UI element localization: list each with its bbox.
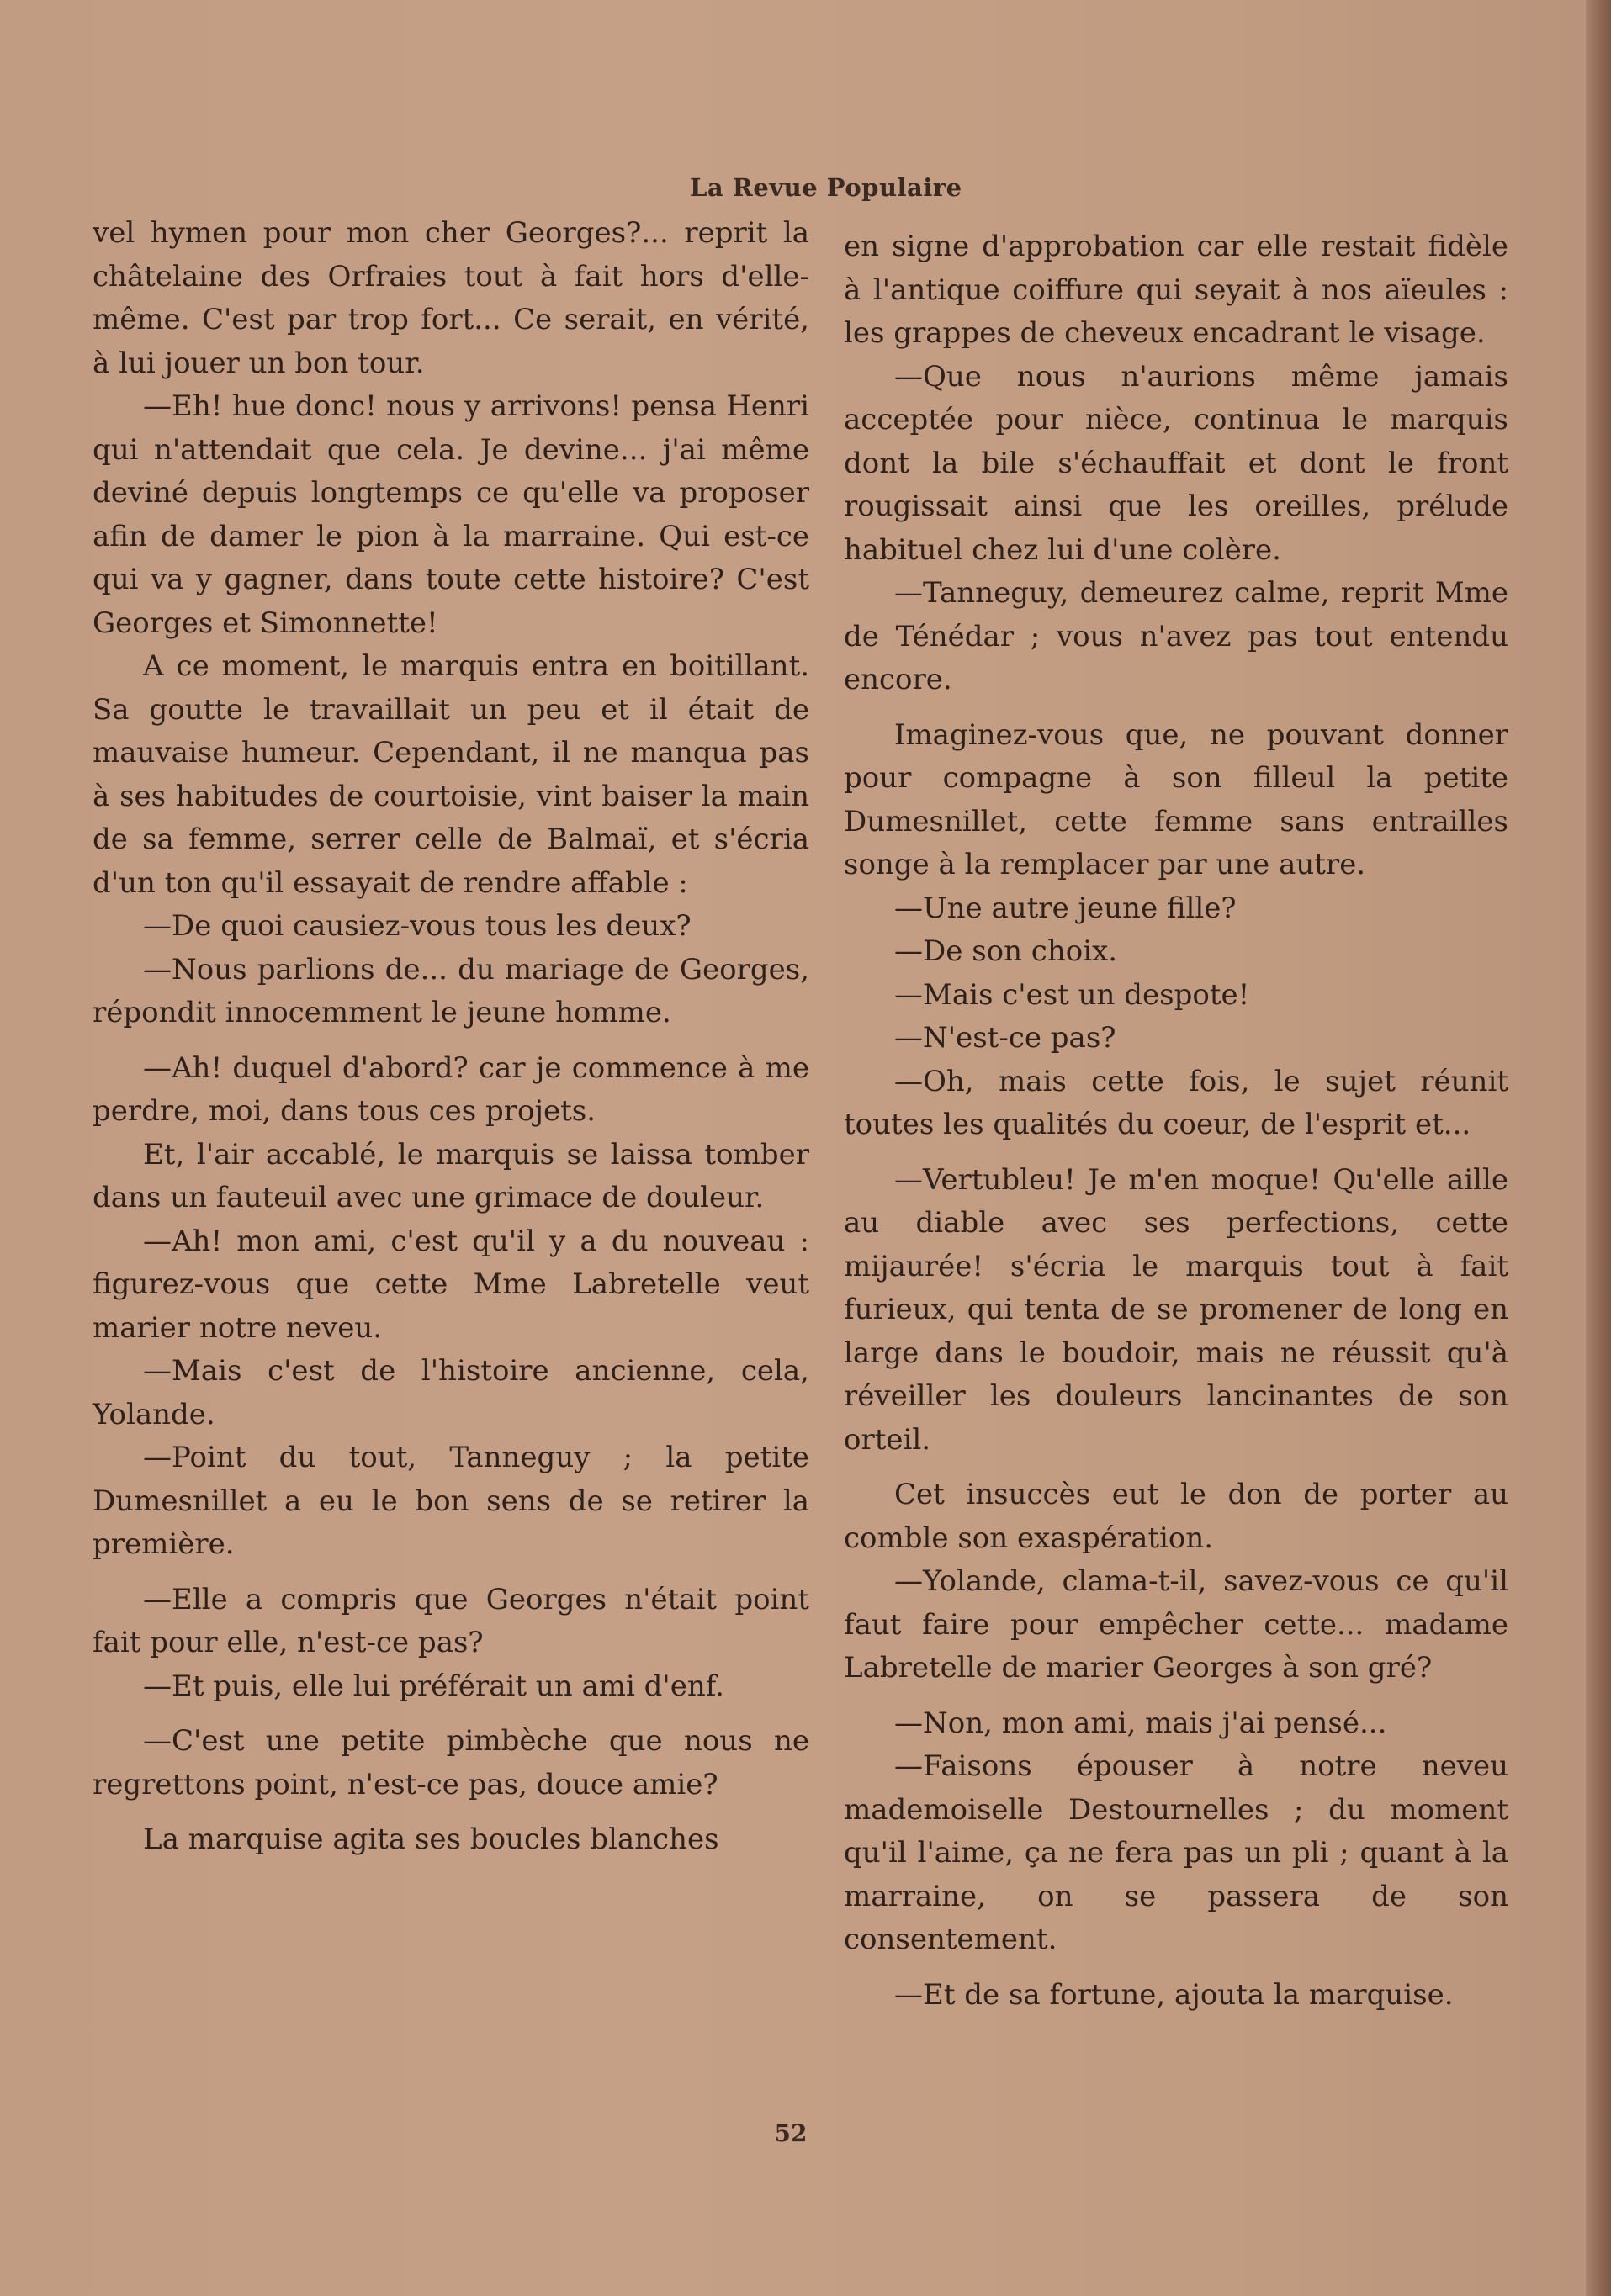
paragraph: en signe d'approbation car elle restait fidèle à l'antique coiffure qui seyait à nos aïeules : les grappes de cheveux encadrant le visage. xyxy=(844,230,1508,350)
paragraph: —Yolande, clama-t-il, savez-vous ce qu'il faut faire pour empêcher cette... madame Labretelle de marier Georges à son gré? xyxy=(844,1564,1508,1685)
paragraph: Imaginez-vous que, ne pouvant donner pour compagne à son filleul la petite Dumesnillet, cette femme sans entrailles songe à la remplacer par une autre. xyxy=(844,717,1508,881)
page-number: 52 xyxy=(774,2119,808,2147)
running-title: La Revue Populaire xyxy=(690,173,962,202)
paragraph: —Oh, mais cette fois, le sujet réunit toutes les qualités du coeur, de l'esprit et... xyxy=(844,1064,1508,1141)
paragraph: —Nous parlions de... du mariage de Georges, répondit innocemment le jeune homme. xyxy=(93,952,809,1029)
paragraph: —Elle a compris que Georges n'était point fait pour elle, n'est-ce pas? xyxy=(93,1582,809,1659)
paragraph: —Faisons épouser à notre neveu mademoiselle Destournelles ; du moment qu'il l'aime, ça ne fera pas un pli ; quant à la marraine, on se passera de son consentement. xyxy=(844,1749,1508,1956)
paragraph: Et, l'air accablé, le marquis se laissa tomber dans un fauteuil avec une grimace de douleur. xyxy=(93,1137,809,1214)
paragraph: —Mais c'est de l'histoire ancienne, cela, Yolande. xyxy=(93,1354,809,1431)
paragraph: Cet insuccès eut le don de porter au comble son exaspération. xyxy=(844,1478,1508,1555)
paragraph: —De son choix. xyxy=(894,934,1118,968)
paragraph: —N'est-ce pas? xyxy=(894,1021,1116,1055)
page-edge xyxy=(1586,0,1611,2296)
paragraph: La marquise agita ses boucles blanches xyxy=(143,1823,719,1856)
paragraph: —Tanneguy, demeurez calme, reprit Mme de Ténédar ; vous n'avez pas tout entendu encore. xyxy=(844,576,1508,696)
paragraph: —Mais c'est un despote! xyxy=(894,977,1250,1012)
paragraph: vel hymen pour mon cher Georges?... reprit la châtelaine des Orfraies tout à fait hors d'elle-même. C'est par trop fort... Ce serait, en vérité, à lui jouer un bon tour. xyxy=(93,216,809,380)
paragraph: —De quoi causiez-vous tous les deux? xyxy=(143,909,692,943)
right-column xyxy=(844,225,1508,2017)
paragraph: —Ah! mon ami, c'est qu'il y a du nouveau : figurez-vous que cette Mme Labretelle veut marier notre neveu. xyxy=(93,1224,809,1345)
paragraph: A ce moment, le marquis entra en boitillant. Sa goutte le travaillait un peu et il était de mauvaise humeur. Cependant, il ne manqua pas à ses habitudes de courtoisie, vint baiser la main de sa femme, serrer celle de Balmaï, et s'écria d'un ton qu'il essayait de rendre affable : xyxy=(93,649,809,900)
paragraph: —C'est une petite pimbèche que nous ne regrettons point, n'est-ce pas, douce amie? xyxy=(93,1724,809,1801)
left-column xyxy=(93,212,809,1862)
paragraph: —Point du tout, Tanneguy ; la petite Dumesnillet a eu le bon sens de se retirer la première. xyxy=(93,1441,809,1561)
paragraph: —Et puis, elle lui préférait un ami d'enf. xyxy=(143,1669,724,1703)
paragraph: —Vertubleu! Je m'en moque! Qu'elle aille au diable avec ses perfections, cette mijaurée! s'écria le marquis tout à fait furieux, qui tenta de se promener de long en large dans le boudoir, mais ne réussit qu'à réveiller les douleurs lancinantes de son orteil. xyxy=(844,1162,1508,1457)
paragraph: —Eh! hue donc! nous y arrivons! pensa Henri qui n'attendait que cela. Je devine... j'ai même deviné depuis longtemps ce qu'elle va proposer afin de damer le pion à la marraine. Qui est-ce qui va y gagner, dans toute cette histoire? C'est Georges et Simonnette! xyxy=(93,389,809,640)
paragraph: —Et de sa fortune, ajouta la marquise. xyxy=(894,1977,1454,2012)
paragraph: —Que nous n'aurions même jamais acceptée pour nièce, continua le marquis dont la bile s'échauffait et dont le front rougissait ainsi que les oreilles, prélude habituel chez lui d'une colère. xyxy=(844,359,1508,567)
paragraph: —Ah! duquel d'abord? car je commence à me perdre, moi, dans tous ces projets. xyxy=(93,1050,809,1128)
paragraph: —Une autre jeune fille? xyxy=(894,891,1237,925)
paragraph: —Non, mon ami, mais j'ai pensé... xyxy=(894,1706,1387,1740)
